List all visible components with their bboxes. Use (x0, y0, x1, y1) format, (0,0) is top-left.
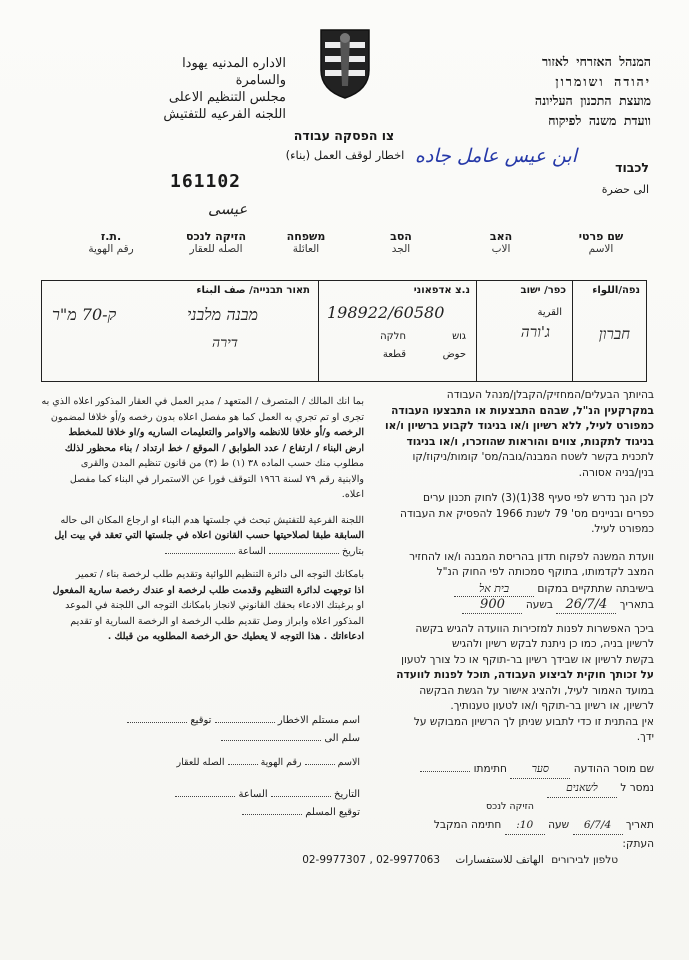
arabic-line: تجرى او تم تجري به العمل كما هو مفصل اعلاه بدون رخصه و/أو خلافا لمضمون (50, 411, 364, 423)
hearing-time: 900 (462, 597, 522, 614)
hebrew-recipient-line: נמסר ל לשאנים (366, 779, 654, 798)
hebrew-relation-line: הזיקה לנכס (486, 801, 534, 812)
arabic-date-line: التاريخ الساعة (70, 786, 360, 804)
arabic-line: ارض البناء / ارتفاع / عدد الطوابق / الموقع / خط ارتداد / بناء محظور لذلك (64, 442, 364, 454)
arabic-line: بما انك المالك / المتصرف / المتعهد / مدير العمل في العقار المذكور اعلاه الذي به (41, 396, 364, 407)
hebrew-line: כמפורט לעיל. (591, 523, 654, 535)
arabic-line: اللجنة الفرعية للتفتيش تبحث في جلستها هدم البناء او ارجاع المكان الى حاله (60, 514, 364, 526)
arabic-line: المذكور اعلاه وابراز وصل تقديم طلب الرخصة او الرخصة السارية او تقديم (70, 615, 364, 627)
person-fields-row (41, 230, 641, 270)
building-description-cell: תאור תבנייה/ صف البناء מבנה מלבני ק-70 מ"ר דירה (52, 285, 310, 351)
village-cell: כפר/ ישוב القرية ג'ורה (476, 281, 572, 381)
hebrew-date-line: תאריך 6/7/4 שעה 10: חתימה המקבל (366, 816, 654, 835)
hebrew-line: לרשיון בניה, כמו כן ניתנת לבקש רשיון ולהגיש (451, 638, 654, 650)
addressee-handwritten: ابن عيس عامل جاده (414, 145, 577, 167)
hebrew-sign-block (366, 760, 654, 853)
title-hebrew: צו הפסקה עבודה (293, 128, 395, 143)
arabic-line: السابقة طبقا لصلاحيتها حسب القانون اعلاه في جلستها التي تعقد في بيت ايل (54, 530, 364, 541)
hebrew-body (366, 388, 654, 746)
arabic-body (28, 394, 364, 645)
hebrew-header (431, 52, 651, 130)
hebrew-line: לכן הנך נדרש לפי סעיף 38(1)(3) לחוק תכנון ערים (423, 492, 654, 504)
arabic-line: اذا توجهت لدائرة التنظيم وقدمت طلب لرخصة او عندك رخصة سارية المفعول (52, 584, 364, 596)
hebrew-line: במועד האמור לעיל, ולהציג אישור על הגשת הבקשה (419, 684, 654, 697)
serial-number: 161102 (170, 171, 242, 192)
footer (58, 854, 618, 866)
hebrew-line: בנין/בניה אסורה. (578, 466, 654, 479)
hebrew-line: כפרים ובניינים מס' 79 לשנת 1966 להפסיק את העבודה (400, 507, 654, 520)
hebrew-line: במקרקעין הנ"ל, שבהם התבצעות או התבצעו העבודה (391, 404, 654, 417)
hebrew-header-line: מועצת התכנון העליונה (534, 93, 651, 108)
emblem-icon (318, 26, 372, 100)
district-cell: נפה/اللواء חברון (572, 281, 644, 381)
arabic-header-line: اللجنه الفرعيه للتفتيش (163, 107, 286, 122)
hebrew-line: בניגוד לתקנות, צווים והוראות שהוזכרו, ו/או בניגוד (406, 435, 654, 448)
hearing-place: בית אל (454, 581, 534, 598)
hebrew-header-line: יהודה ושומרון (555, 73, 651, 89)
hearing-date: 26/7/4 (556, 597, 616, 614)
hebrew-line: לרשיון, או רשיון בר-תוקף ו/או לטעון טענותיך. (450, 700, 654, 712)
arabic-line: اعلاه. (341, 489, 364, 500)
field-grandfather: הסב الجد (390, 230, 412, 255)
hebrew-line: ביכך האפשרות לפנות למזכירות הוועדה להגיש בקשה (415, 622, 654, 635)
signature-mark: ﻋﻴﺴﻰ (208, 200, 248, 218)
hebrew-copy-line: העתק: (622, 838, 654, 850)
hebrew-hearing-date-line: בתאריך 26/7/4 בשעה 900 (366, 597, 654, 614)
arabic-line: او برغبتك الادعاء بحقك القانوني لانجاز بامكانك التوجه الى اللجنة في الموعد (65, 600, 364, 611)
hebrew-line: בהיותך הבעלים/המחזיק/הקבלן/מנהל העבודה (446, 389, 654, 401)
hebrew-line: וועדת המשנה לפקוח תדון בהריסת המבנה ו/או להחזיר (409, 550, 654, 563)
arabic-name-line: الاسم رقم الهوية الصله للعقار (176, 757, 360, 768)
field-father: האב الاب (489, 230, 513, 255)
to-label-hebrew: לכבוד (615, 160, 649, 175)
hebrew-line: אין בהתנית זו כדי לתבוע שניתן לך הרשיון המבוקש על (413, 715, 654, 728)
arabic-header-line: الاداره المدنيه يهودا (182, 56, 286, 71)
hebrew-line: בקשת לרשיון או שבידך רשיון בר-תוקף או כל צורך לטעון (401, 653, 654, 666)
arabic-header-line: مجلس التنظيم الاعلى (168, 90, 286, 105)
hebrew-officer-line: שם מוסר ההודעה סער חתימתו (366, 760, 654, 779)
arabic-line: بامكانك التوجه الى دائرة التنظيم اللوائية وتقديم طلب لرخصة بناء / تعمير (75, 569, 364, 580)
arabic-sign-block (70, 712, 360, 822)
title-arabic: اخطار لوقف العمل (بناء) (285, 148, 405, 162)
hebrew-line: כמפורט לעיל, ללא רשיון ו/או בניגוד לקבוע ברשיון ו/או (384, 420, 654, 432)
location-box (41, 280, 647, 382)
arabic-received-by-line: سلم الى (70, 730, 360, 748)
coords-cell: נ.צ אדפאוני 198922/60580 גוש חלקה حوض قطعة (318, 281, 476, 381)
arabic-header-line: والسامرة (235, 73, 286, 88)
field-id: ת.ז. رقم الهوية (88, 230, 134, 255)
arabic-deliverer-line: توقيع المسلم (70, 804, 360, 822)
to-label-arabic: الى حضرة (601, 183, 649, 196)
arabic-line: ادعاءاتك . هذا التوجه لا يعطيك حق الرخصة المطلوبه من قبلك . (107, 631, 364, 642)
hebrew-hearing-place-line: בישיבתה שתתקיים במקום בית אל (366, 581, 654, 598)
hebrew-header-line: המנהל האזרחי לאזור (542, 54, 651, 69)
hebrew-line: המצב לקדמותו, בתוקף סמכותה לפי החוק הנ"ל (436, 566, 654, 578)
hebrew-header-line: וועדת משנה לפיקוח (548, 112, 651, 128)
arabic-line: الرخصه و/أو خلافا للانظمه والاوامر والتعليمات الساريه و/او خلافا للمخطط (68, 427, 364, 438)
footer-arabic: الهاتف للاستفسارات (455, 854, 544, 866)
arabic-receiver-line: اسم مستلم الاخطار توقيع (70, 712, 360, 730)
hebrew-line: ידך. (636, 731, 654, 743)
arabic-date-time-line: بتاريخ الساعة (28, 544, 364, 560)
arabic-line: مطلوب منك حسب الماده ٣٨ (١) ط (٣) من قانون تنظيم المدن والقرى (80, 458, 364, 469)
arabic-line: والابنية رقم ٧٩ لسنة ١٩٦٦ التوقف فورا عن الاستمرار في البناء كما مفصل (69, 473, 364, 485)
footer-phones: 02-9977307 , 02-9977063 (302, 854, 441, 866)
field-first-name: שם פרטי الاسم (578, 230, 624, 255)
hebrew-line: לתכנית בקשר לשטח המבנה/גובה/מס' קומות/ניקוז/קו (412, 451, 654, 463)
arabic-header (66, 55, 286, 123)
footer-hebrew: טלפון לבירורים (551, 854, 618, 866)
field-relation: הזיקה לנכס الصله للعقار (185, 230, 247, 255)
hebrew-line: על זכותך חוקית לביצוע העבודה, תוכל לפנות לוועדה (396, 669, 654, 681)
field-family: משפחה العائلة (286, 230, 326, 255)
